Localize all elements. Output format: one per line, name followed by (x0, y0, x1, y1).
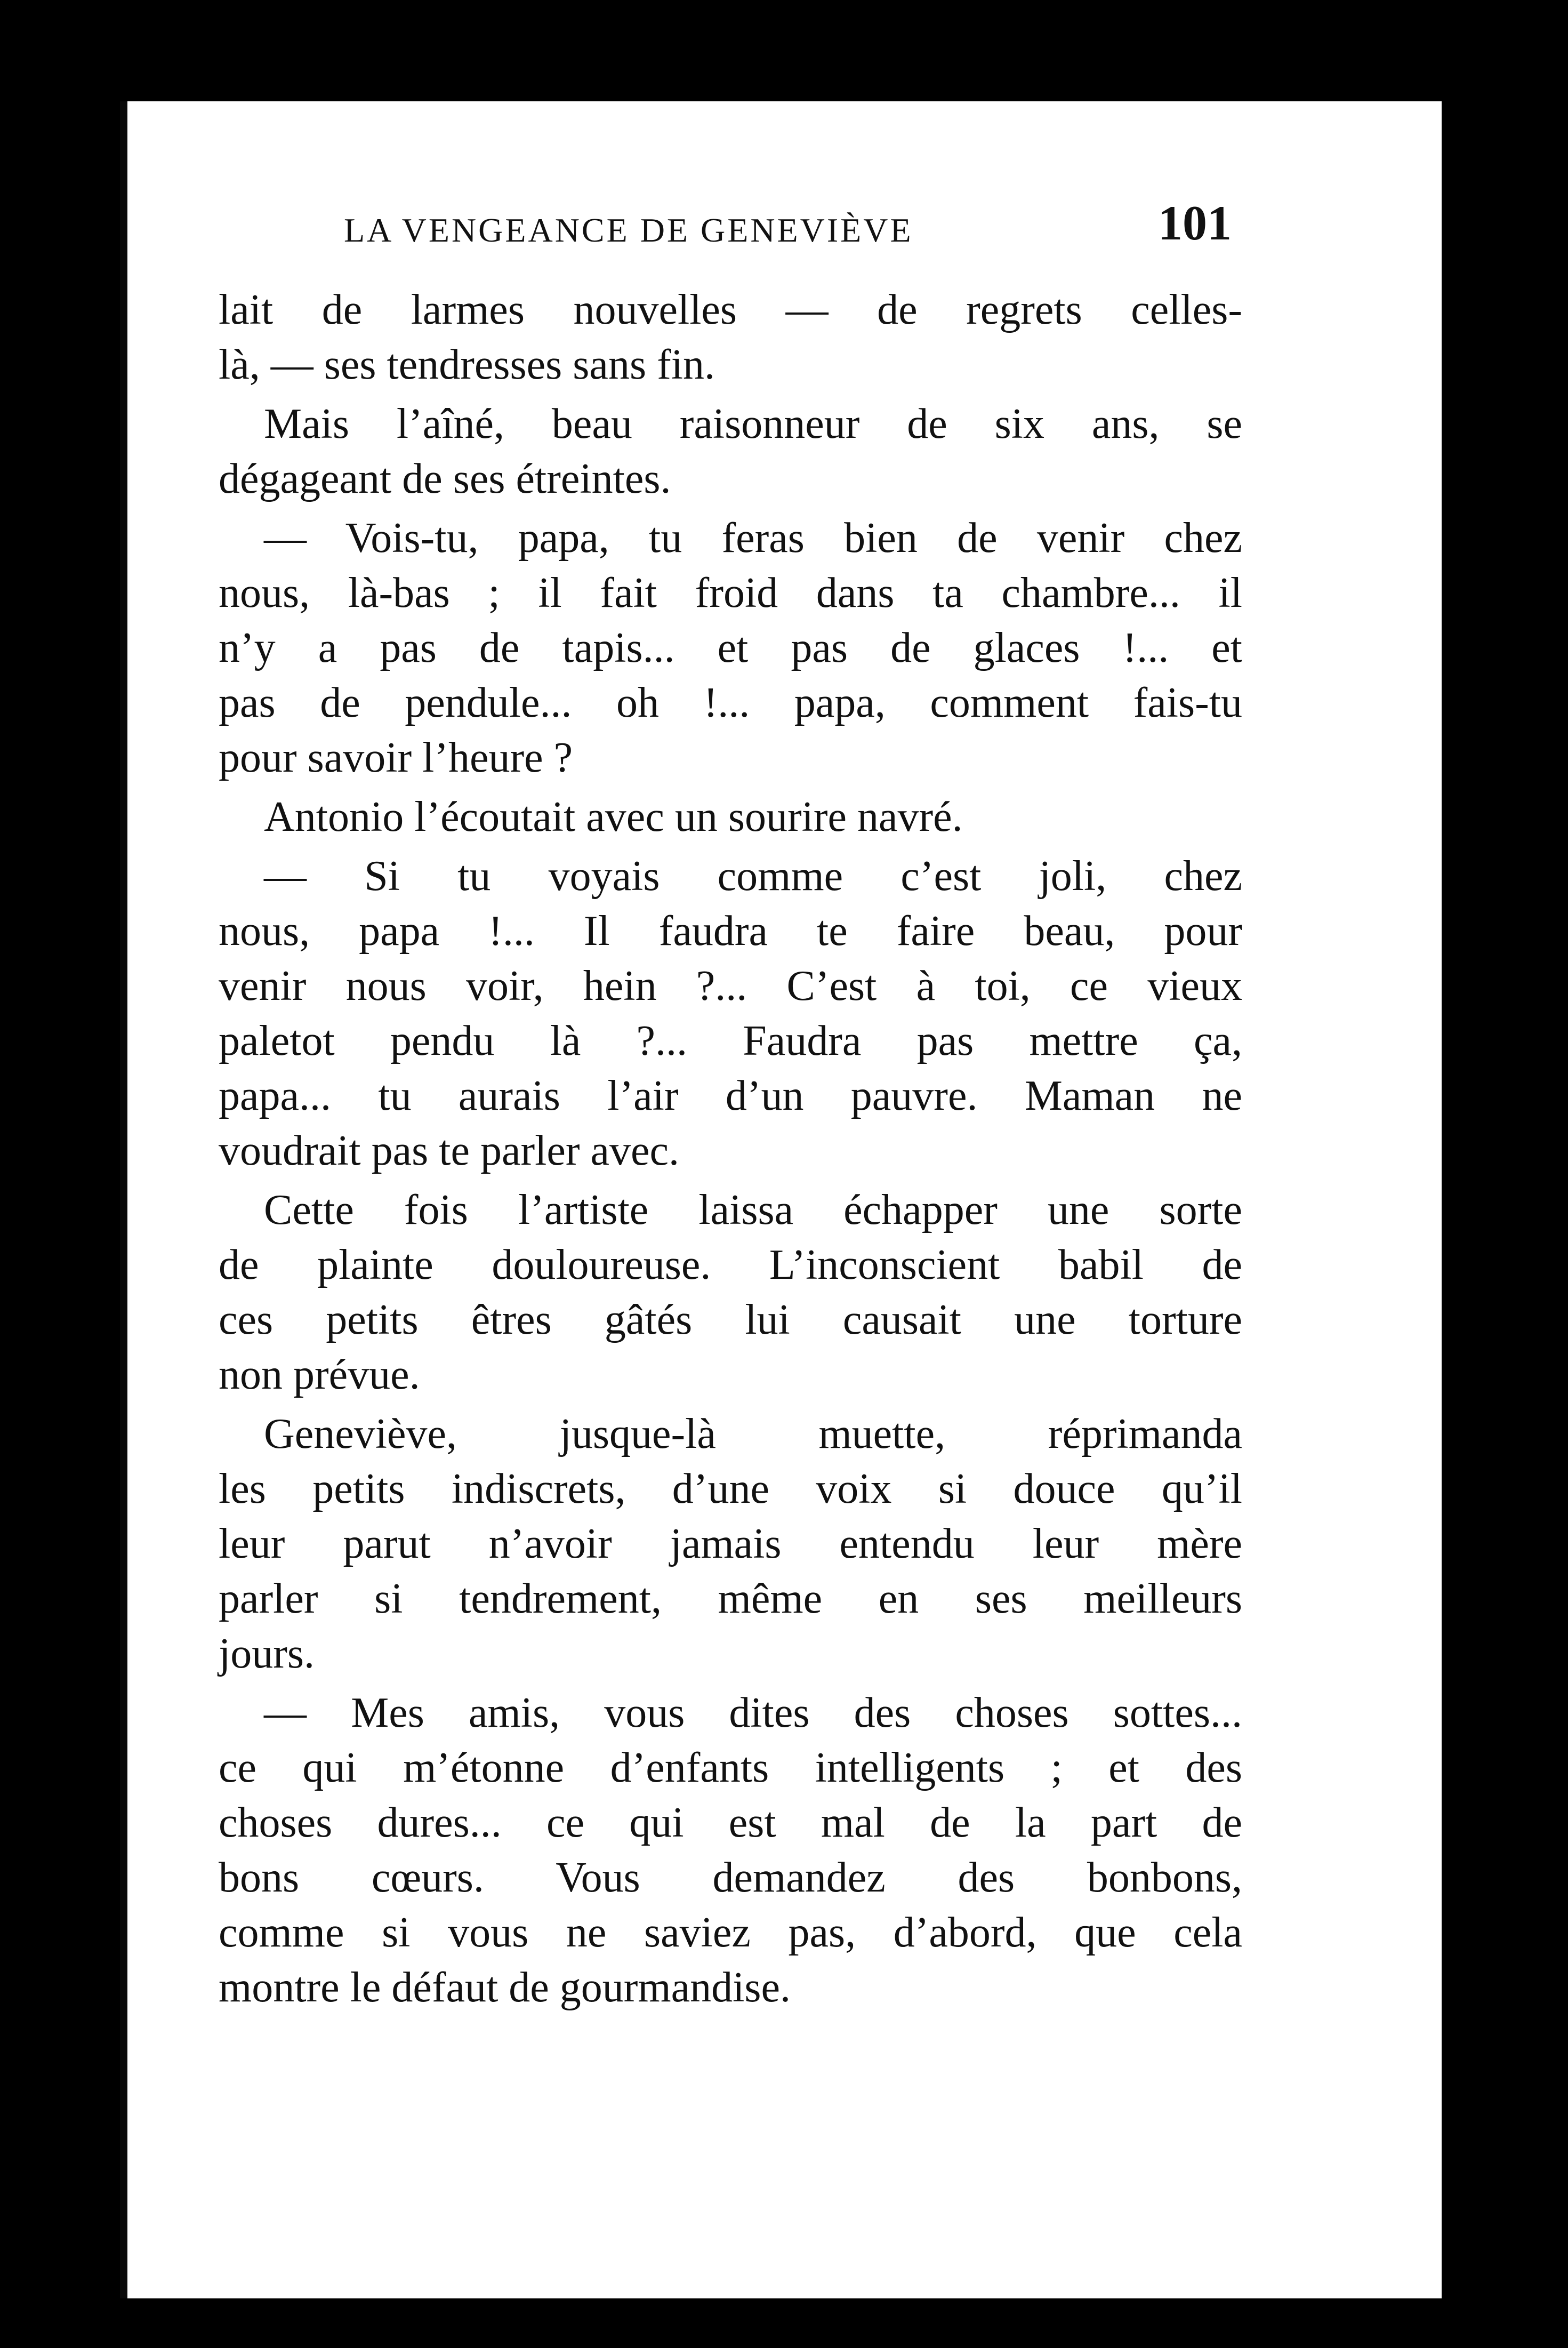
text-line: Mais l’aîné, beau raisonneur de six ans, se (264, 400, 1242, 447)
text-line: pas de pendule... oh !... papa, comment fais-tu (219, 679, 1242, 726)
page-number: 101 (1158, 196, 1232, 250)
text-line: Antonio l’écoutait avec un sourire navré. (264, 794, 963, 840)
text-line: bons cœurs. Vous demandez des bonbons, (219, 1854, 1242, 1901)
paragraph (219, 397, 1242, 507)
paragraph (219, 511, 1242, 786)
paragraph (219, 790, 1242, 845)
paragraph-gap (219, 845, 1242, 849)
paragraph (219, 1686, 1242, 2015)
page-header (344, 195, 1232, 259)
text-line: Geneviève, jusque-là muette, réprimanda (264, 1411, 1242, 1457)
text-line: là, — ses tendresses sans fin. (219, 341, 715, 388)
text-line: — Vois-tu, papa, tu feras bien de venir chez (264, 515, 1242, 562)
text-line: montre le défaut de gourmandise. (219, 1964, 791, 2011)
paragraph-gap (219, 392, 1242, 397)
text-line: ces petits êtres gâtés lui causait une torture (219, 1296, 1242, 1343)
paragraph (219, 1183, 1242, 1403)
paragraph-gap (219, 786, 1242, 790)
paragraph-gap (219, 1403, 1242, 1407)
paragraph (219, 1407, 1242, 1681)
text-line: nous, là-bas ; il fait froid dans ta chambre... il (219, 570, 1242, 616)
text-line: lait de larmes nouvelles — de regrets celles- (219, 286, 1242, 333)
text-line: n’y a pas de tapis... et pas de glaces !... et (219, 624, 1242, 671)
running-title: LA VENGEANCE DE GENEVIÈVE (344, 211, 913, 249)
text-line: comme si vous ne saviez pas, d’abord, que cela (219, 1909, 1242, 1956)
text-line: paletot pendu là ?... Faudra pas mettre ça, (219, 1017, 1242, 1064)
paragraph-gap (219, 2015, 1242, 2020)
text-line: non prévue. (219, 1351, 420, 1398)
text-line: jours. (219, 1630, 315, 1677)
text-line: choses dures... ce qui est mal de la part de (219, 1799, 1242, 1846)
paragraph (219, 849, 1242, 1179)
text-line: papa... tu aurais l’air d’un pauvre. Maman ne (219, 1072, 1242, 1119)
text-line: Cette fois l’artiste laissa échapper une sorte (264, 1187, 1242, 1233)
text-line: nous, papa !... Il faudra te faire beau, pour (219, 908, 1242, 955)
body-text (219, 283, 1242, 2020)
text-line: — Mes amis, vous dites des choses sottes... (264, 1689, 1242, 1736)
text-line: pour savoir l’heure ? (219, 734, 573, 781)
text-line: — Si tu voyais comme c’est joli, chez (264, 853, 1242, 900)
paragraph-gap (219, 507, 1242, 511)
text-line: voudrait pas te parler avec. (219, 1127, 680, 1174)
text-line: parler si tendrement, même en ses meilleurs (219, 1575, 1242, 1622)
paragraph-gap (219, 1179, 1242, 1183)
text-line: de plainte douloureuse. L’inconscient babil de (219, 1241, 1242, 1288)
text-line: ce qui m’étonne d’enfants intelligents ; et des (219, 1744, 1242, 1791)
text-line: leur parut n’avoir jamais entendu leur mère (219, 1520, 1242, 1567)
text-line: les petits indiscrets, d’une voix si douce qu’il (219, 1465, 1242, 1512)
text-line: dégageant de ses étreintes. (219, 455, 671, 502)
text-line: venir nous voir, hein ?... C’est à toi, ce vieux (219, 963, 1242, 1009)
paragraph (219, 283, 1242, 392)
paragraph-gap (219, 1681, 1242, 1686)
